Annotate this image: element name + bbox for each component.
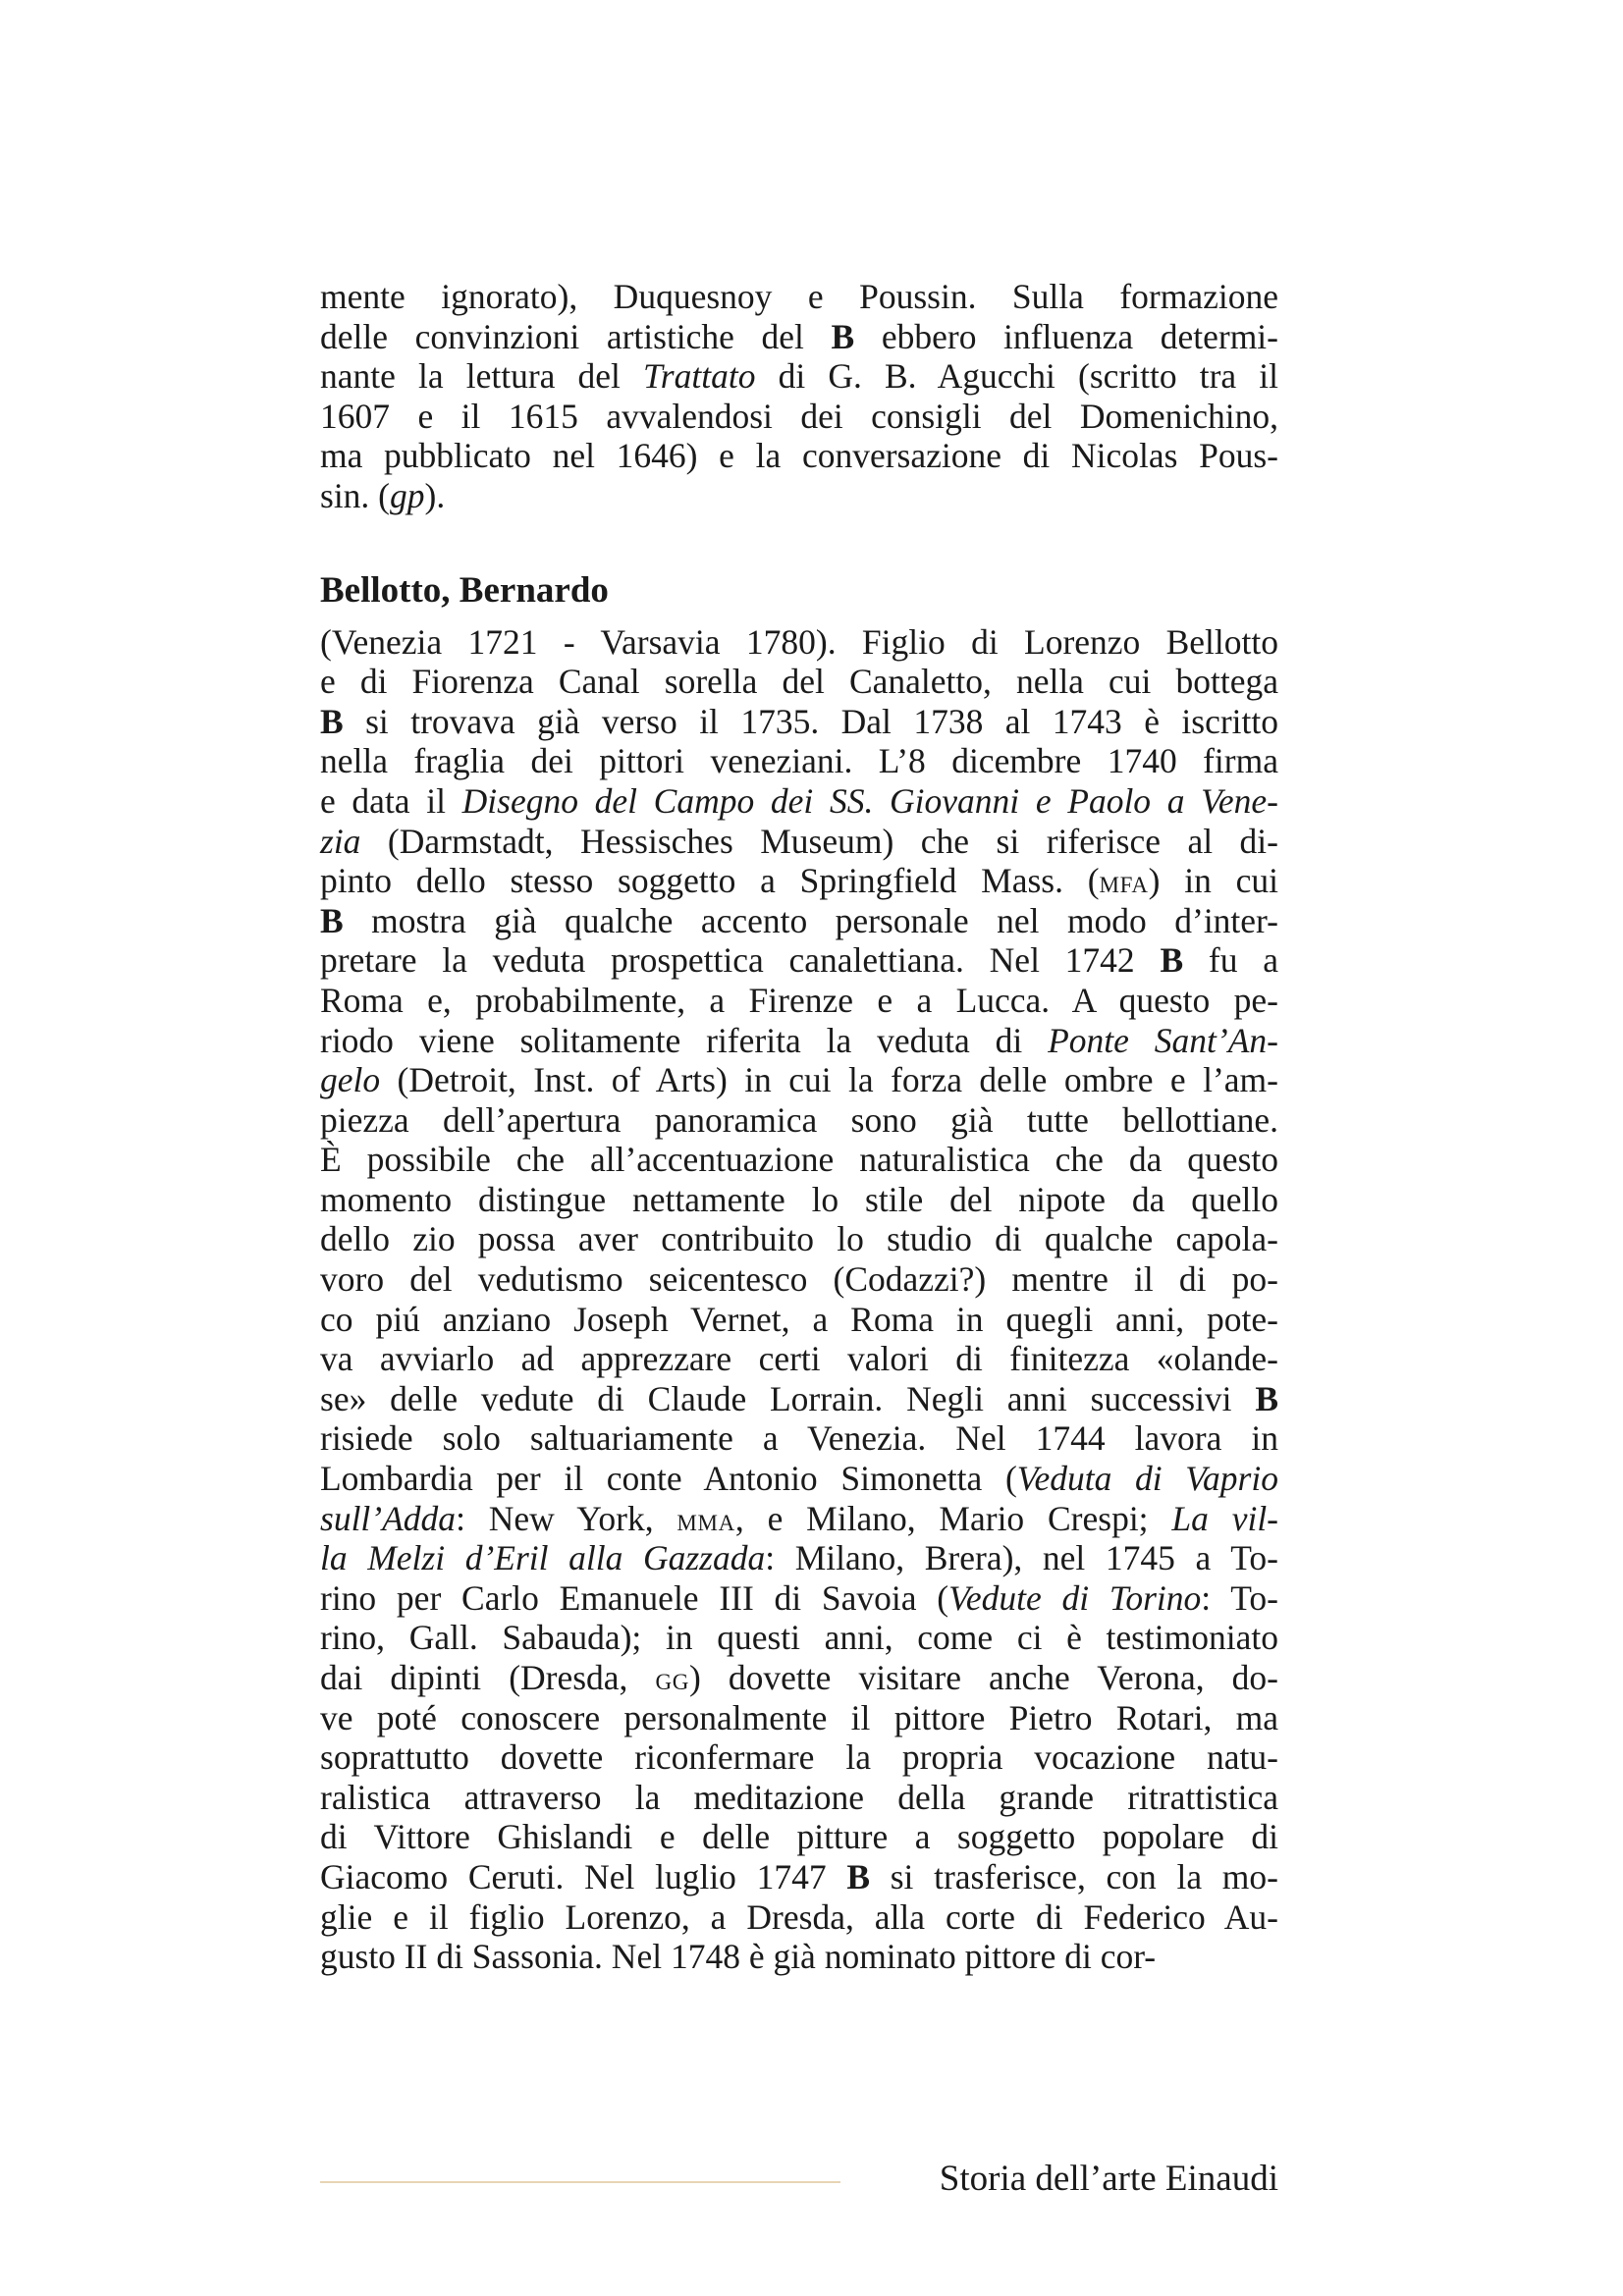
text-line [320, 356, 1278, 397]
text-line [320, 1339, 1278, 1379]
text-run: e data il [320, 780, 462, 821]
text-line [320, 1857, 1278, 1897]
text-run: , e Milano, Mario Crespi; [734, 1498, 1172, 1538]
text-run: : Milano, Brera), nel 1745 a To- [765, 1538, 1278, 1578]
text-line [320, 1219, 1278, 1259]
text-line [320, 476, 1278, 516]
text-line [320, 1817, 1278, 1857]
entry-title: Bellotto, Bernardo [320, 569, 609, 611]
text-run: Roma e, probabilmente, a Firenze e a Lucca. A questo pe- [320, 980, 1278, 1020]
italic-run: sull’Adda [320, 1498, 457, 1538]
text-run: dai dipinti (Dresda, [320, 1658, 656, 1697]
page-content [320, 277, 1278, 1977]
bold-run: B [1255, 1378, 1278, 1418]
text-run: si trovava già verso il 1735. Dal 1738 al 1743 è iscritto [343, 701, 1278, 741]
text-run: nella fraglia dei pittori veneziani. L’8 dicembre 1740 firma [320, 741, 1278, 781]
text-run: mostra già qualche accento personale nel modo d’inter- [343, 900, 1278, 940]
bold-run: B [846, 1856, 871, 1896]
italic-run: gelo [320, 1060, 381, 1100]
text-line [320, 1379, 1278, 1419]
text-run: 1607 e il 1615 avvalendosi dei consigli del Domenichino, [320, 396, 1278, 436]
text-line [320, 1658, 1278, 1698]
bold-run: B [831, 316, 855, 356]
text-run: mente ignorato), Duquesnoy e Poussin. Sulla formazione [320, 277, 1278, 316]
text-run: Giacomo Ceruti. Nel luglio 1747 [320, 1856, 847, 1896]
text-line [320, 1499, 1278, 1539]
text-run: momento distingue nettamente lo stile del nipote da quello [320, 1179, 1278, 1219]
text-line [320, 1418, 1278, 1459]
text-line [320, 436, 1278, 476]
text-line [320, 1737, 1278, 1778]
text-run: se» delle vedute di Claude Lorrain. Negli anni successivi [320, 1378, 1256, 1418]
entry-paragraph [320, 622, 1278, 1977]
text-line [320, 1021, 1278, 1061]
text-line [320, 662, 1278, 702]
italic-run: gp [390, 475, 425, 515]
text-run: (Venezia 1721 - Varsavia 1780). Figlio di Lorenzo Bellotto [320, 621, 1278, 662]
text-line [320, 622, 1278, 663]
text-run: ebbero influenza determi- [854, 316, 1278, 356]
text-line [320, 277, 1278, 317]
text-line [320, 741, 1278, 781]
text-line [320, 1100, 1278, 1141]
text-run: dello zio possa aver contribuito lo studio di qualche capola- [320, 1219, 1278, 1259]
text-line [320, 1459, 1278, 1499]
text-run: si trasferisce, con la mo- [870, 1856, 1278, 1896]
text-run: fu a [1183, 940, 1278, 981]
text-run: va avviarlo ad apprezzare certi valori di finitezza «olande- [320, 1339, 1278, 1379]
text-run: nante la lettura del [320, 356, 644, 397]
bold-run: B [320, 701, 344, 741]
text-run: glie e il figlio Lorenzo, a Dresda, alla corte di Federico Au- [320, 1896, 1278, 1937]
italic-run: La vil- [1171, 1498, 1278, 1538]
text-run: gusto II di Sassonia. Nel 1748 è già nominato pittore di cor- [320, 1937, 1157, 1977]
text-run: ralistica attraverso la meditazione della grande ritrattistica [320, 1777, 1278, 1817]
text-run: ma pubblicato nel 1646) e la conversazione di Nicolas Pous- [320, 436, 1278, 476]
text-run: pretare la veduta prospettica canalettiana. Nel 1742 [320, 940, 1161, 981]
text-run: piezza dell’apertura panoramica sono già tutte bellottiane. [320, 1099, 1278, 1140]
text-run: ). [424, 475, 446, 515]
text-run: ve poté conoscere personalmente il pittore Pietro Rotari, ma [320, 1697, 1278, 1737]
text-line [320, 1180, 1278, 1220]
italic-run: Disegno del Campo dei SS. Giovanni e Paolo a Vene- [461, 780, 1278, 821]
text-line [320, 940, 1278, 981]
bold-run: B [320, 900, 344, 940]
footer-rule [320, 2181, 840, 2183]
text-run: : To- [1201, 1577, 1278, 1618]
text-run: È possibile che all’accentuazione naturalistica che da questo [320, 1140, 1278, 1180]
smallcaps-run: mfa [1099, 865, 1149, 901]
text-run: co piú anziano Joseph Vernet, a Roma in quegli anni, pote- [320, 1299, 1278, 1339]
text-line [320, 1140, 1278, 1180]
italic-run: Vedute di Torino [948, 1577, 1202, 1618]
text-run: di G. B. Agucchi (scritto tra il [755, 356, 1278, 397]
text-run: sin. ( [320, 475, 390, 515]
text-run: risiede solo saltuariamente a Venezia. Nel 1744 lavora in [320, 1418, 1278, 1459]
text-line [320, 861, 1278, 901]
italic-run: Veduta di Vaprio [1016, 1459, 1278, 1499]
text-run: (Detroit, Inst. of Arts) in cui la forza delle ombre e l’am- [380, 1060, 1278, 1100]
text-line [320, 1060, 1278, 1100]
text-run: rino, Gall. Sabauda); in questi anni, come ci è testimoniato [320, 1618, 1278, 1658]
text-line [320, 1618, 1278, 1658]
text-run: (Darmstadt, Hessisches Museum) che si riferisce al di- [360, 821, 1278, 861]
text-line [320, 822, 1278, 862]
text-line [320, 1698, 1278, 1738]
text-run: riodo viene solitamente riferita la veduta di [320, 1020, 1049, 1060]
footer-text: Storia dell’arte Einaudi [939, 2159, 1278, 2199]
smallcaps-run: gg [655, 1662, 690, 1697]
text-line [320, 1778, 1278, 1818]
text-run: delle convinzioni artistiche del [320, 316, 832, 356]
text-line [320, 317, 1278, 357]
italic-run: la Melzi d’Eril alla Gazzada [320, 1538, 766, 1578]
page-footer [320, 2156, 1278, 2203]
text-line [320, 702, 1278, 742]
text-line [320, 1578, 1278, 1619]
text-line [320, 397, 1278, 437]
intro-paragraph [320, 277, 1278, 516]
text-run: e di Fiorenza Canal sorella del Canaletto, nella cui bottega [320, 662, 1278, 702]
text-line [320, 1538, 1278, 1578]
italic-run: zia [320, 821, 361, 861]
text-line [320, 1259, 1278, 1300]
text-run: di Vittore Ghislandi e delle pitture a soggetto popolare di [320, 1817, 1278, 1857]
text-run: : New York, [456, 1498, 677, 1538]
italic-run: Trattato [643, 356, 756, 397]
text-line [320, 1300, 1278, 1340]
text-run: voro del vedutismo seicentesco (Codazzi?) mentre il di po- [320, 1259, 1278, 1300]
text-line [320, 781, 1278, 822]
text-line [320, 901, 1278, 941]
bold-run: B [1160, 940, 1184, 981]
text-line [320, 981, 1278, 1021]
text-run: Lombardia per il conte Antonio Simonetta ( [320, 1459, 1017, 1499]
text-run: rino per Carlo Emanuele III di Savoia ( [320, 1577, 949, 1618]
smallcaps-run: mma [676, 1502, 735, 1538]
text-run: pinto dello stesso soggetto a Springfield Mass. ( [320, 861, 1100, 901]
text-run: ) in cui [1148, 861, 1278, 901]
text-run: ) dovette visitare anche Verona, do- [689, 1658, 1278, 1697]
text-line [320, 1937, 1278, 1977]
italic-run: Ponte Sant’An- [1048, 1020, 1278, 1060]
text-line [320, 1897, 1278, 1938]
text-run: soprattutto dovette riconfermare la propria vocazione natu- [320, 1737, 1278, 1778]
